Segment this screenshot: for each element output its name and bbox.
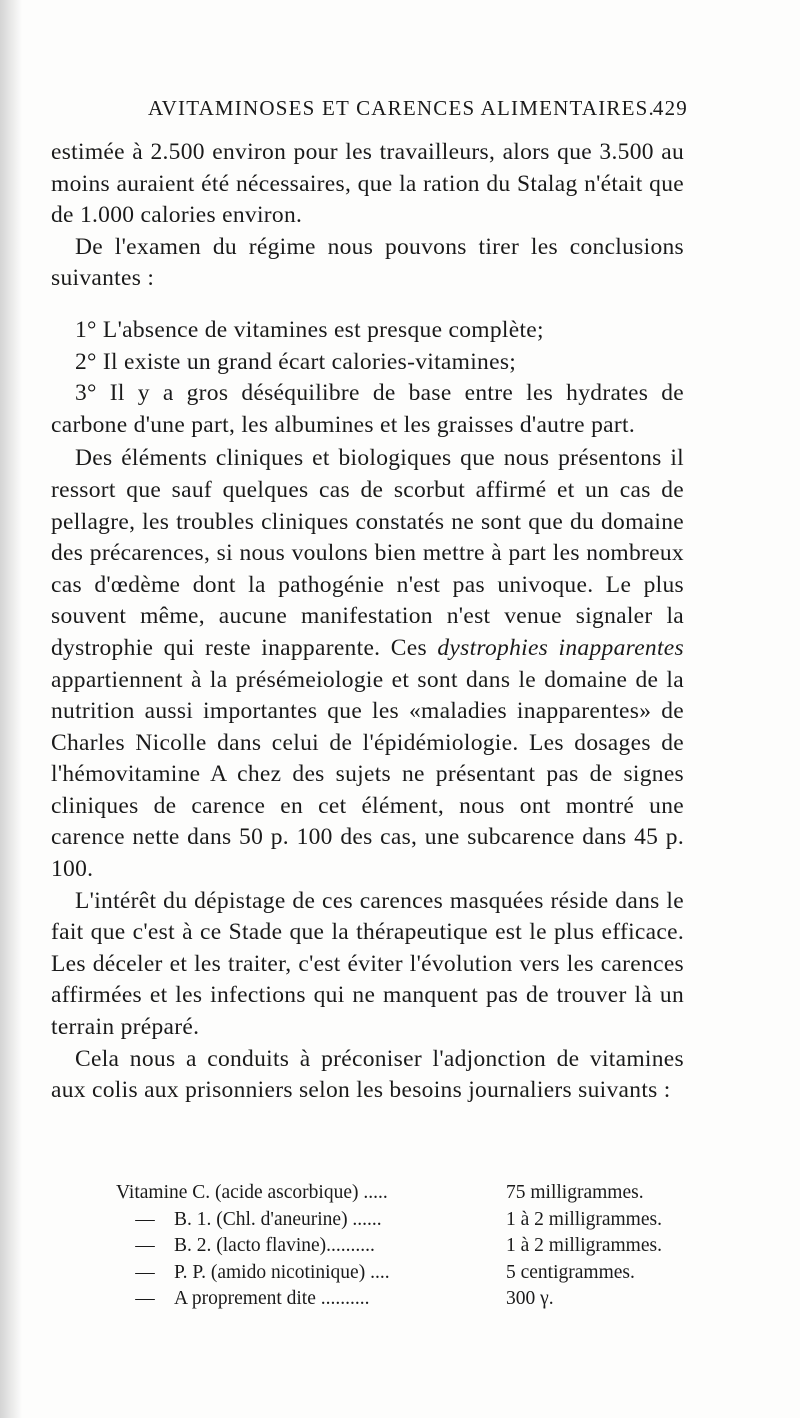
paragraph-vitamin-recommendation: Cela nous a conduits à préconiser l'adjonction de vitamines aux colis aux prisonniers selon les besoins journaliers suivants : <box>51 1045 684 1104</box>
vitamin-name: P. P. (amido nicotinique) .... <box>174 1261 390 1283</box>
vitamin-name: Vitamine C. (acide ascorbique) ..... <box>116 1182 388 1203</box>
page-number: 429 <box>652 96 688 120</box>
vitamin-row-a <box>116 1286 716 1313</box>
vitamin-row-pp <box>116 1260 716 1287</box>
clinical-text-part1: Des éléments cliniques et biologiques que nous présentons il ressort que sauf quelques cas de scorbut affirmé et un cas de pellagre, les troubles cliniques constatés ne sont que du domaine des précarences, si nous voulons bien mettre à part les nombreux cas d'œdème dont la pathogénie n'est pas univoque. Le plus souvent même, aucune manifestation n'est venue signaler la dystrophie qui reste inapparente. Ces <box>51 445 684 661</box>
vitamin-row-b2 <box>116 1233 716 1260</box>
paragraph-continuation: estimée à 2.500 environ pour les travailleurs, alors que 3.500 au moins auraient été nécessaires, que la ration du Stalag n'était que de 1.000 calories environ. <box>51 139 684 229</box>
conclusion-item-2: 2° Il existe un grand écart calories-vitamines; <box>75 348 517 375</box>
vitamin-name: B. 1. (Chl. d'aneurine) ...... <box>174 1208 382 1230</box>
paragraph-screening-interest: L'intérêt du dépistage de ces carences masquées réside dans le fait que c'est à ce Stade que la thérapeutique est le plus efficace. Les déceler et les traiter, c'est éviter l'évolution vers les carences affirmées et les infections qui ne manquent pas de trouver là un terrain préparé. <box>51 887 684 1041</box>
vitamin-dose: 1 à 2 milligrammes. <box>506 1208 662 1230</box>
running-title: AVITAMINOSES ET CARENCES ALIMENTAIRES. <box>148 96 655 120</box>
conclusion-item-3: 3° Il y a gros déséquilibre de base entre les hydrates de carbone d'une part, les albumines et les graisses d'autre part. <box>51 380 684 438</box>
vitamin-dose: 75 milligrammes. <box>506 1182 644 1203</box>
vitamin-name-wrap <box>116 1233 486 1260</box>
vitamin-row-c <box>116 1180 716 1207</box>
vitamin-name-wrap <box>116 1286 486 1313</box>
vitamin-name-wrap <box>116 1260 486 1287</box>
vitamin-dose: 5 centigrammes. <box>506 1261 635 1283</box>
ditto-dash: — <box>135 1261 155 1283</box>
page-edge-shadow <box>0 0 22 1418</box>
vitamin-dosage-table <box>116 1180 716 1313</box>
vitamin-name-wrap <box>116 1207 486 1234</box>
clinical-text-italic: dystrophies inapparentes <box>437 634 684 661</box>
vitamin-name: B. 2. (lacto flavine).......... <box>174 1235 375 1256</box>
vitamin-dose: 1 à 2 milligrammes. <box>506 1235 662 1256</box>
clinical-text-part2: appartiennent à la présémeiologie et sont dans le domaine de la nutrition aussi importantes que les «maladies inapparentes» de Charles Nicolle dans celui de l'épidémiologie. Les dosages de l'hémovitamine A chez des sujets ne présentant pas de signes cliniques de carence en cet élément, nous ont montré une carence nette dans 50 p. 100 des cas, une subcarence dans 45 p. 100. <box>51 666 684 883</box>
vitamin-dose: 300 γ. <box>506 1288 554 1309</box>
conclusion-item-1: 1° L'absence de vitamines est presque complète; <box>75 316 544 343</box>
paragraph-clinical-elements <box>51 443 684 885</box>
ditto-dash: — <box>135 1288 155 1309</box>
ditto-dash: — <box>135 1208 155 1230</box>
paragraph-conclusions-intro: De l'examen du régime nous pouvons tirer les conclusions suivantes : <box>51 233 684 292</box>
vitamin-name: A proprement dite .......... <box>174 1288 370 1309</box>
body-text <box>51 137 684 1107</box>
ditto-dash: — <box>135 1235 155 1256</box>
vitamin-row-b1 <box>116 1207 716 1234</box>
